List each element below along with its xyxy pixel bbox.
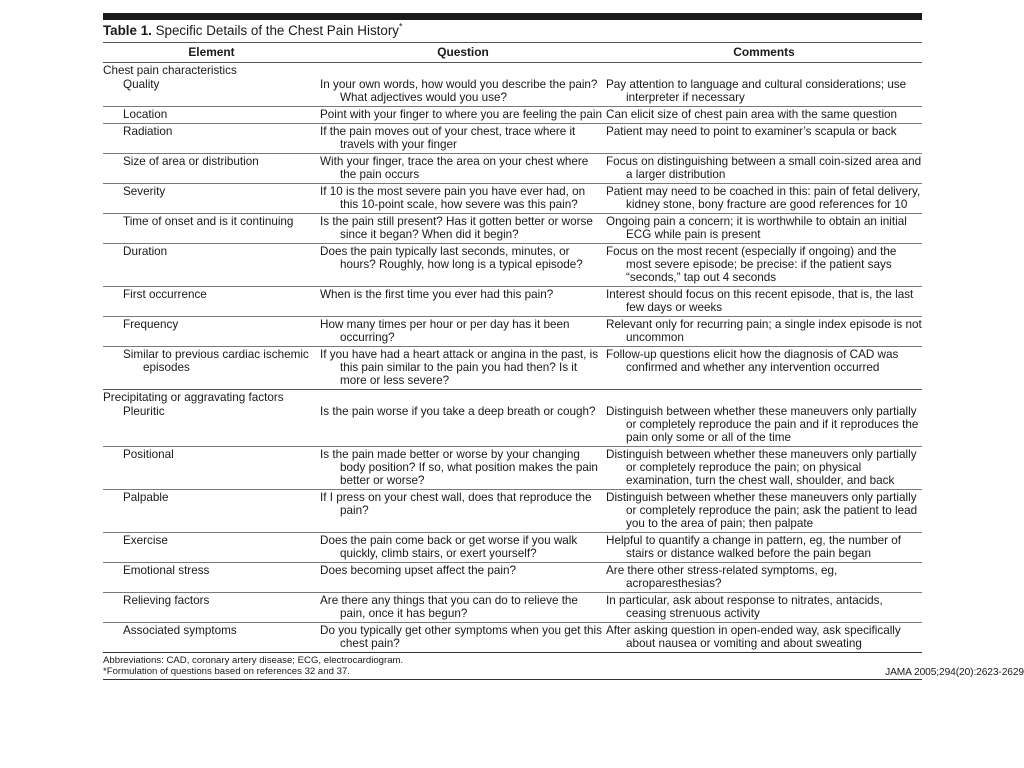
comments-cell: Focus on the most recent (especially if ongoing) and the most severe episode; be precise: if the patient says “seconds,” tap out 4 seconds — [606, 245, 897, 284]
table-header-row — [103, 43, 922, 63]
footnote-references: *Formulation of questions based on references 32 and 37. — [103, 666, 350, 677]
comments-cell: Are there other stress-related symptoms, eg, acroparesthesias? — [606, 564, 838, 590]
question-cell: If the pain moves out of your chest, trace where it travels with your finger — [320, 125, 576, 151]
table-row — [103, 214, 922, 244]
section-row — [103, 390, 922, 405]
comments-cell: Distinguish between whether these maneuvers only partially or completely reproduce the pain and if it reproduces the pain only some or all of the time — [606, 405, 919, 444]
section-title: Chest pain characteristics — [103, 64, 237, 77]
comments-cell: Distinguish between whether these maneuvers only partially or completely reproduce the pain; on physical examination, turn the chest wall, shoulder, and back — [606, 448, 917, 487]
table-title — [103, 23, 922, 42]
chest-pain-history-table — [103, 42, 922, 653]
element-cell: Radiation — [123, 125, 173, 138]
comments-cell: In particular, ask about response to nitrates, antacids, ceasing strenuous activity — [606, 594, 883, 620]
table-row — [103, 77, 922, 107]
element-cell: Relieving factors — [123, 594, 210, 607]
question-cell: Are there any things that you can do to relieve the pain, once it has begun? — [320, 594, 578, 620]
question-cell: When is the first time you ever had this pain? — [320, 288, 554, 301]
comments-cell: Focus on distinguishing between a small coin-sized area and a larger distribution — [606, 155, 922, 181]
question-cell: If 10 is the most severe pain you have ever had, on this 10-point scale, how severe was this pain? — [320, 185, 586, 211]
table-row — [103, 287, 922, 317]
table-row — [103, 404, 922, 447]
table-label: Table 1. — [103, 23, 152, 38]
table-row — [103, 107, 922, 124]
element-cell: Associated symptoms — [123, 624, 237, 637]
comments-cell: Pay attention to language and cultural considerations; use interpreter if necessary — [606, 78, 907, 104]
question-cell: If you have had a heart attack or angina in the past, is this pain similar to the pain you had then? Is it more or less severe? — [320, 348, 599, 387]
table-page — [103, 13, 1024, 680]
element-cell: Time of onset and is it continuing — [123, 215, 294, 228]
footnotes — [103, 655, 1024, 678]
question-cell: How many times per hour or per day has it been occurring? — [320, 318, 570, 344]
question-cell: Is the pain made better or worse by your changing body position? If so, what position makes the pain better or worse? — [320, 448, 598, 487]
caption-footnote-mark: * — [398, 21, 403, 32]
comments-cell: Interest should focus on this recent episode, that is, the last few days or weeks — [606, 288, 914, 314]
question-cell: Is the pain worse if you take a deep breath or cough? — [320, 405, 596, 418]
footnote-abbreviations: Abbreviations: CAD, coronary artery disease; ECG, electrocardiogram. — [103, 655, 404, 666]
comments-cell: Patient may need to point to examiner’s scapula or back — [606, 125, 897, 138]
table-row — [103, 317, 922, 347]
comments-cell: After asking question in open-ended way, ask specifically about nausea or vomiting and about sweating — [606, 624, 901, 650]
element-cell: Palpable — [123, 491, 169, 504]
table-row — [103, 244, 922, 287]
comments-cell: Distinguish between whether these maneuvers only partially or completely reproduce the pain; ask the patient to lead you to the area of pain; then palpate — [606, 491, 918, 530]
header-element: Element — [103, 43, 320, 63]
table-row — [103, 184, 922, 214]
table-row — [103, 124, 922, 154]
comments-cell: Patient may need to be coached in this: pain of fetal delivery, kidney stone, bony fracture are good references for 10 — [606, 185, 921, 211]
question-cell: In your own words, how would you describe the pain? What adjectives would you use? — [320, 78, 598, 104]
element-cell: Positional — [123, 448, 174, 461]
table-row — [103, 563, 922, 593]
table-row — [103, 347, 922, 390]
element-cell: Exercise — [123, 534, 168, 547]
element-cell: Quality — [123, 78, 160, 91]
question-cell: Point with your finger to where you are feeling the pain — [320, 108, 602, 121]
table-row — [103, 154, 922, 184]
element-cell: Frequency — [123, 318, 179, 331]
comments-cell: Ongoing pain a concern; it is worthwhile to obtain an initial ECG while pain is present — [606, 215, 907, 241]
question-cell: Does the pain come back or get worse if you walk quickly, climb stairs, or exert yourself? — [320, 534, 578, 560]
header-comments: Comments — [606, 43, 922, 63]
journal-citation: JAMA 2005;294(20):2623-2629 — [885, 667, 1024, 678]
table-caption: Specific Details of the Chest Pain History — [155, 23, 399, 38]
question-cell: Does the pain typically last seconds, minutes, or hours? Roughly, how long is a typical episode? — [320, 245, 583, 271]
question-cell: If I press on your chest wall, does that reproduce the pain? — [320, 491, 592, 517]
element-cell: First occurrence — [123, 288, 207, 301]
element-cell: Size of area or distribution — [123, 155, 259, 168]
table-row — [103, 623, 922, 653]
element-cell: Location — [123, 108, 168, 121]
top-rule — [103, 13, 922, 20]
question-cell: Does becoming upset affect the pain? — [320, 564, 517, 577]
question-cell: With your finger, trace the area on your chest where the pain occurs — [320, 155, 589, 181]
table-row — [103, 490, 922, 533]
comments-cell: Can elicit size of chest pain area with the same question — [606, 108, 898, 121]
section-row — [103, 63, 922, 78]
element-cell: Emotional stress — [123, 564, 210, 577]
comments-cell: Follow-up questions elicit how the diagnosis of CAD was confirmed and whether any intervention occurred — [606, 348, 899, 374]
header-question: Question — [320, 43, 606, 63]
question-cell: Is the pain still present? Has it gotten better or worse since it began? When did it begin? — [320, 215, 593, 241]
table-row — [103, 533, 922, 563]
comments-cell: Helpful to quantify a change in pattern, eg, the number of stairs or distance walked before the pain began — [606, 534, 901, 560]
table-row — [103, 593, 922, 623]
question-cell: Do you typically get other symptoms when you get this chest pain? — [320, 624, 602, 650]
element-cell: Severity — [123, 185, 166, 198]
table-row — [103, 447, 922, 490]
element-cell: Duration — [123, 245, 168, 258]
element-cell: Pleuritic — [123, 405, 165, 418]
comments-cell: Relevant only for recurring pain; a single index episode is not uncommon — [606, 318, 922, 344]
section-title: Precipitating or aggravating factors — [103, 391, 284, 404]
element-cell: Similar to previous cardiac ischemic episodes — [123, 348, 309, 374]
bottom-rule — [103, 679, 922, 680]
table-body — [103, 63, 922, 653]
